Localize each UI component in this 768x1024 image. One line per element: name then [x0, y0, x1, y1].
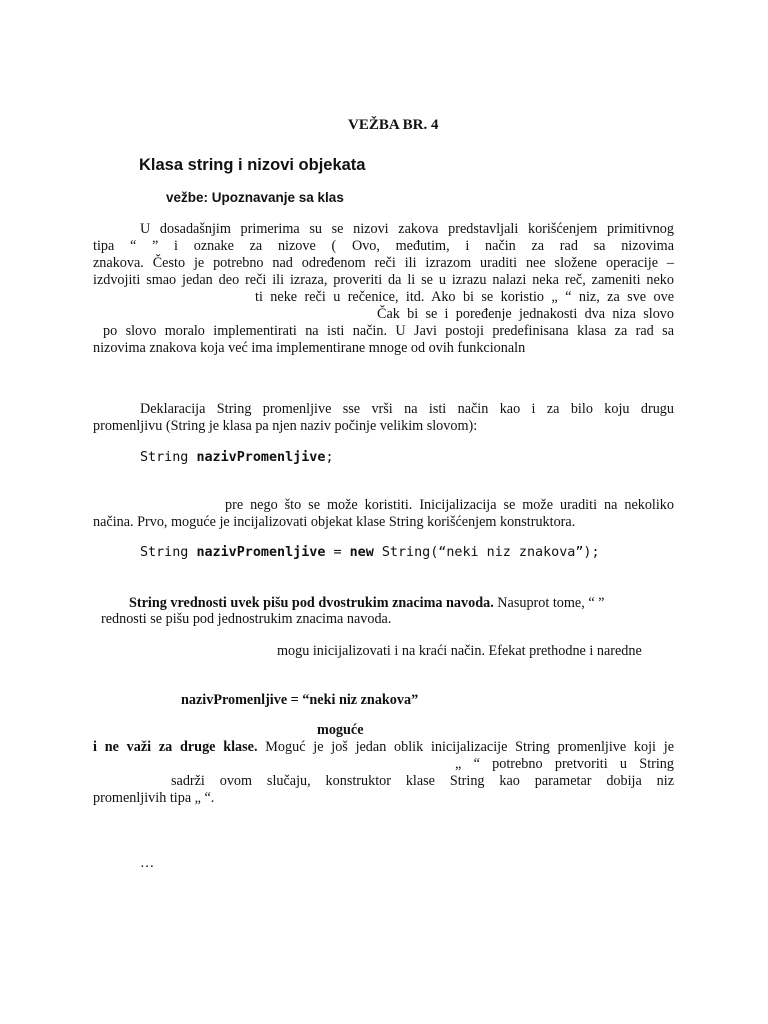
text-line: izdvojiti smao jedan deo reči ili izraza, proveriti da li se u izrazu nalazi neka reč, zameniti neko: [93, 272, 674, 288]
paragraph-quotes-line2: rednosti se pišu pod jednostrukim znacima navoda.: [101, 611, 392, 627]
text-line: ti neke reči u rečenice, itd. Ako bi se koristio „ “ niz, za sve ove: [255, 289, 674, 305]
text-line: načina. Prvo, moguće je incijalizovati objekat klase String korišćenjem konstruktora.: [93, 514, 576, 530]
text-line: Čak bi se i poređenje jednakosti dva niza slovo: [377, 306, 674, 322]
code-type: String: [140, 545, 197, 560]
text-line: tipa “ ” i oznake za nizove ( Ovo, međutim, i način za rad sa nizovima: [93, 238, 674, 254]
code-end: ;: [325, 450, 334, 465]
code-rest: String(“neki niz znakova”);: [373, 545, 600, 560]
text-line: „ “ potrebno pretvoriti u String: [455, 756, 674, 772]
code-declaration: [140, 450, 334, 465]
text-line: U dosadašnjim primerima su se nizovi zakova predstavljali korišćenjem primitivnog: [140, 221, 674, 237]
text-line: Deklaracija String promenljive sse vrši na isti način kao i za bilo koju drugu: [140, 401, 674, 417]
text-span: Nasuprot tome, “ ”: [493, 595, 605, 611]
subsection-heading: vežbe: Upoznavanje sa klas: [166, 190, 344, 205]
code-short-init: nazivPromenljive = “neki niz znakova”: [181, 692, 419, 708]
code-type: String: [140, 450, 197, 465]
code-variable: nazivPromenljive: [196, 450, 326, 465]
text-line: sadrži ovom slučaju, konstruktor klase String kao parametar dobija niz: [171, 773, 674, 789]
bold-word: moguće: [317, 722, 364, 738]
code-constructor: [140, 545, 600, 560]
bold-text: i ne važi za druge klase.: [93, 739, 258, 755]
bold-text: String vrednosti uvek pišu pod dvostrukim znacima navoda.: [129, 595, 494, 611]
section-heading: Klasa string i nizovi objekata: [139, 156, 366, 174]
paragraph-other-forms: [93, 739, 674, 807]
text-line: [93, 739, 674, 756]
text-line: pre nego što se može koristiti. Inicijalizacija se može uraditi na nekoliko: [225, 497, 674, 513]
paragraph-initialization: [93, 497, 674, 531]
code-keyword: new: [349, 545, 374, 560]
text-line: znakova. Često je potrebno nad određenom reči ili izrazom uraditi nee složene operacije –: [93, 255, 674, 271]
ellipsis: …: [140, 855, 155, 871]
text-line: nizovima znakova koja već ima implementirane mnoge od ovih funkcionaln: [93, 340, 526, 356]
paragraph-declaration: [93, 401, 674, 435]
text-line: promenljivu (String je klasa pa njen naziv počinje velikim slovom):: [93, 418, 478, 434]
paragraph-intro: [93, 221, 674, 357]
code-variable: nazivPromenljive: [196, 545, 326, 560]
code-operator: =: [325, 545, 350, 560]
document-title: VEŽBA BR. 4: [348, 117, 439, 133]
paragraph-short-init: mogu inicijalizovati i na kraći način. Efekat prethodne i naredne: [277, 643, 642, 659]
text-line: promenljivih tipa „ “.: [93, 790, 215, 806]
text-line: po slovo moralo implementirati na isti način. U Javi postoji predefinisana klasa za rad sa: [103, 323, 674, 339]
paragraph-quotes-line1: [129, 595, 604, 612]
text-span: Moguć je još jedan oblik inicijalizacije String promenljive koji je: [257, 739, 674, 755]
